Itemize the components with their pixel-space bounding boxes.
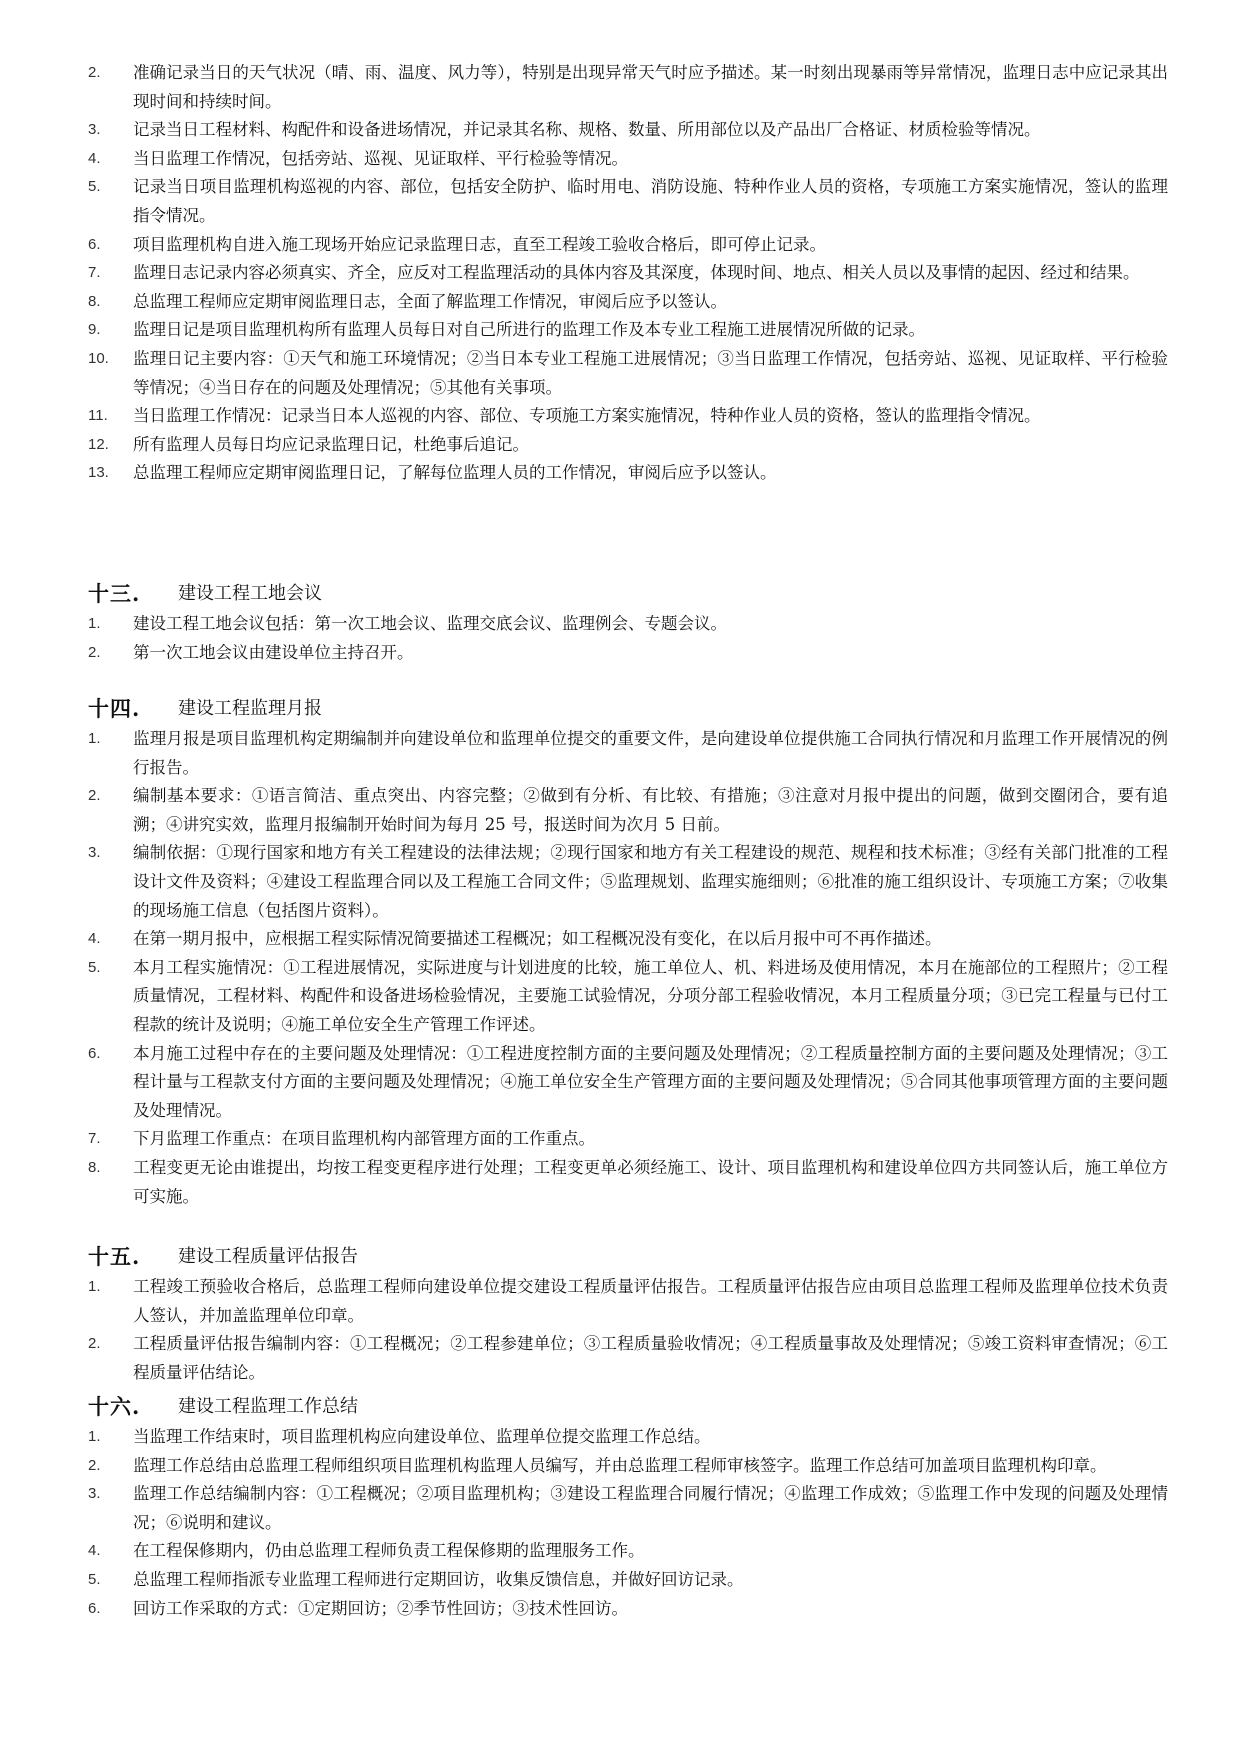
list-item-number: 12. <box>88 435 109 453</box>
list-item-text: 监理工作总结由总监理工程师组织项目监理机构监理人员编写，并由总监理工程师审核签字。监理工作总结可加盖项目监理机构印章。 <box>133 1455 1107 1475</box>
section-title: 建设工程质量评估报告 <box>178 1246 358 1267</box>
list-item <box>88 259 1168 288</box>
section-title: 建设工程监理月报 <box>178 698 322 719</box>
list-item-number: 8. <box>88 292 101 310</box>
list-item-number: 6. <box>88 1599 101 1617</box>
section-15 <box>88 1240 1168 1387</box>
list-item <box>88 231 1168 260</box>
list-item <box>88 610 1168 639</box>
list-item <box>88 316 1168 345</box>
list-item-text: 本月施工过程中存在的主要问题及处理情况：①工程进度控制方面的主要问题及处理情况；②工程质量控制方面的主要问题及处理情况；③工程计量与工程款支付方面的主要问题及处理情况；④施工单位安全生产管理方面的主要问题及处理情况；⑤合同其他事项管理方面的主要问题及处理情况。 <box>133 1043 1168 1120</box>
list-item-number: 1. <box>88 615 101 632</box>
list-item-text: 当日监理工作情况，包括旁站、巡视、见证取样、平行检验等情况。 <box>133 148 628 168</box>
list-item-number: 1. <box>88 1428 101 1445</box>
section-heading <box>88 1240 1168 1273</box>
list-item <box>88 954 1168 1040</box>
list-item-number: 2. <box>88 1335 101 1353</box>
list-item-number: 2. <box>88 787 101 805</box>
list-item-number: 4. <box>88 149 101 167</box>
list-item-number: 13. <box>88 464 109 482</box>
list-item-text: 工程变更无论由谁提出，均按工程变更程序进行处理；工程变更单必须经施工、设计、项目监理机构和建设单位四方共同签认后，施工单位方可实施。 <box>133 1157 1168 1206</box>
list-item <box>88 839 1168 925</box>
list-item-text: 监理工作总结编制内容：①工程概况；②项目监理机构；③建设工程监理合同履行情况；④监理工作成效；⑤监理工作中发现的问题及处理情况；⑥说明和建议。 <box>133 1484 1168 1532</box>
list-item-number: 8. <box>88 1158 101 1176</box>
list-item-number: 2. <box>88 64 101 81</box>
list-item <box>88 431 1168 460</box>
list-item-text: 项目监理机构自进入施工现场开始应记录监理日志，直至工程竣工验收合格后，即可停止记录。 <box>133 234 826 254</box>
section-number: 十六. <box>88 1394 141 1419</box>
list-item <box>88 782 1168 839</box>
section-heading <box>88 692 1168 725</box>
list-item-text: 建设工程工地会议包括：第一次工地会议、监理交底会议、监理例会、专题会议。 <box>133 614 727 633</box>
list-item <box>88 459 1168 488</box>
list-item <box>88 402 1168 431</box>
section-number: 十四. <box>88 696 141 721</box>
list-item-text: 总监理工程师指派专业监理工程师进行定期回访，收集反馈信息，并做好回访记录。 <box>133 1569 744 1589</box>
list-item <box>88 639 1168 668</box>
list-item <box>88 1537 1168 1566</box>
list-item-number: 11. <box>88 407 108 425</box>
list-item-text: 在工程保修期内，仍由总监理工程师负责工程保修期的监理服务工作。 <box>133 1541 645 1561</box>
list-item-text: 准确记录当日的天气状况（晴、雨、温度、风力等），特别是出现异常天气时应予描述。某一时刻出现暴雨等异常情况，监理日志中应记录其出现时间和持续时间。 <box>133 63 1168 111</box>
section-title: 建设工程监理工作总结 <box>178 1396 358 1417</box>
section-heading <box>88 1390 1168 1423</box>
section-14 <box>88 692 1168 1211</box>
section-16 <box>88 1390 1168 1623</box>
list-item <box>88 1040 1168 1126</box>
list-item <box>88 1125 1168 1154</box>
list-item <box>88 345 1168 402</box>
list-item-text: 当日监理工作情况：记录当日本人巡视的内容、部位、专项施工方案实施情况，特种作业人员的资格，签认的监理指令情况。 <box>133 406 1041 426</box>
list-item-number: 3. <box>88 1485 101 1503</box>
list-item <box>88 725 1168 782</box>
list-item <box>88 116 1168 145</box>
list-item-text: 总监理工程师应定期审阅监理日记，了解每位监理人员的工作情况，审阅后应予以签认。 <box>133 463 777 483</box>
list-item-text: 第一次工地会议由建设单位主持召开。 <box>133 642 414 662</box>
section-title: 建设工程工地会议 <box>178 583 322 604</box>
list-item <box>88 1566 1168 1595</box>
section-heading <box>88 577 1168 610</box>
list-item <box>88 1595 1168 1624</box>
list-item <box>88 925 1168 954</box>
list-item-number: 6. <box>88 1044 101 1062</box>
list-item <box>88 59 1168 116</box>
list-item-text: 本月工程实施情况：①工程进展情况，实际进度与计划进度的比较，施工单位人、机、料进场及使用情况，本月在施部位的工程照片；②工程质量情况，工程材料、构配件和设备进场检验情况，主要施工试验情况，分项分部工程验收情况，本月工程质量分项；③已完工程量与已付工程款的统计及说明；④施工单位安全生产管理工作评述。 <box>133 957 1168 1034</box>
list-item-number: 3. <box>88 121 101 139</box>
list-item-text: 监理日志记录内容必须真实、齐全，应反对工程监理活动的具体内容及其深度，体现时间、地点、相关人员以及事情的起因、经过和结果。 <box>133 263 1140 283</box>
list-item-number: 2. <box>88 643 101 661</box>
list-item-text: 在第一期月报中，应根据工程实际情况简要描述工程概况；如工程概况没有变化，在以后月报中可不再作描述。 <box>133 929 942 949</box>
list-item-text: 下月监理工作重点：在项目监理机构内部管理方面的工作重点。 <box>133 1129 595 1149</box>
list-item-number: 5. <box>88 1570 101 1588</box>
list-item-text: 当监理工作结束时，项目监理机构应向建设单位、监理单位提交监理工作总结。 <box>133 1427 711 1446</box>
list-item-number: 1. <box>88 730 101 747</box>
section-continued <box>88 59 1168 488</box>
list-item-text: 总监理工程师应定期审阅监理日志，全面了解监理工作情况，审阅后应予以签认。 <box>133 291 727 311</box>
list-item-number: 10. <box>88 349 109 367</box>
list-item-number: 3. <box>88 844 101 862</box>
list-item <box>88 1452 1168 1481</box>
list-item-text: 工程竣工预验收合格后，总监理工程师向建设单位提交建设工程质量评估报告。工程质量评估报告应由项目总监理工程师及监理单位技术负责人签认，并加盖监理单位印章。 <box>133 1277 1168 1325</box>
list-item-text: 所有监理人员每日均应记录监理日记，杜绝事后追记。 <box>133 434 529 454</box>
list-item-number: 9. <box>88 321 101 339</box>
list-item <box>88 1273 1168 1330</box>
section-13 <box>88 577 1168 667</box>
list-item-text: 工程质量评估报告编制内容：①工程概况；②工程参建单位；③工程质量验收情况；④工程质量事故及处理情况；⑤竣工资料审查情况；⑥工程质量评估结论。 <box>133 1334 1168 1382</box>
list-item-text: 监理日记是项目监理机构所有监理人员每日对自己所进行的监理工作及本专业工程施工进展情况所做的记录。 <box>133 320 925 340</box>
list-item-number: 7. <box>88 264 101 282</box>
list-item-number: 4. <box>88 930 101 948</box>
list-item <box>88 1480 1168 1537</box>
list-item-number: 7. <box>88 1130 101 1148</box>
list-item <box>88 145 1168 174</box>
list-item-text: 记录当日工程材料、构配件和设备进场情况，并记录其名称、规格、数量、所用部位以及产品出厂合格证、材质检验等情况。 <box>133 120 1041 140</box>
list-item <box>88 1154 1168 1211</box>
list-item-text: 编制依据：①现行国家和地方有关工程建设的法律法规；②现行国家和地方有关工程建设的规范、规程和技术标准；③经有关部门批准的工程设计文件及资料；④建设工程监理合同以及工程施工合同文件；⑤监理规划、监理实施细则；⑥批准的施工组织设计、专项施工方案；⑦收集的现场施工信息（包括图片资料）。 <box>133 843 1168 920</box>
list-item-number: 1. <box>88 1278 101 1295</box>
list-item-text: 监理日记主要内容：①天气和施工环境情况；②当日本专业工程施工进展情况；③当日监理工作情况，包括旁站、巡视、见证取样、平行检验等情况；④当日存在的问题及处理情况；⑤其他有关事项。 <box>133 348 1168 397</box>
list-item <box>88 173 1168 230</box>
list-item-text: 编制基本要求：①语言简洁、重点突出、内容完整；②做到有分析、有比较、有措施；③注意对月报中提出的问题，做到交圈闭合，要有追溯；④讲究实效，监理月报编制开始时间为每月 25 号，报送时间为次月 5 日前。 <box>133 786 1168 834</box>
list-item-number: 4. <box>88 1542 101 1560</box>
list-item-text: 记录当日项目监理机构巡视的内容、部位，包括安全防护、临时用电、消防设施、特种作业人员的资格，专项施工方案实施情况，签认的监理指令情况。 <box>133 177 1168 225</box>
list-item <box>88 1423 1168 1452</box>
list-item-number: 6. <box>88 235 101 253</box>
list-item-number: 5. <box>88 958 101 976</box>
list-item-number: 2. <box>88 1456 101 1474</box>
section-number: 十五. <box>88 1244 141 1269</box>
list-item <box>88 288 1168 317</box>
list-item-text: 回访工作采取的方式：①定期回访；②季节性回访；③技术性回访。 <box>133 1598 628 1618</box>
list-item-number: 5. <box>88 178 101 196</box>
list-item-text: 监理月报是项目监理机构定期编制并向建设单位和监理单位提交的重要文件，是向建设单位提供施工合同执行情况和月监理工作开展情况的例行报告。 <box>133 729 1168 777</box>
section-number: 十三. <box>88 581 141 606</box>
list-item <box>88 1330 1168 1387</box>
